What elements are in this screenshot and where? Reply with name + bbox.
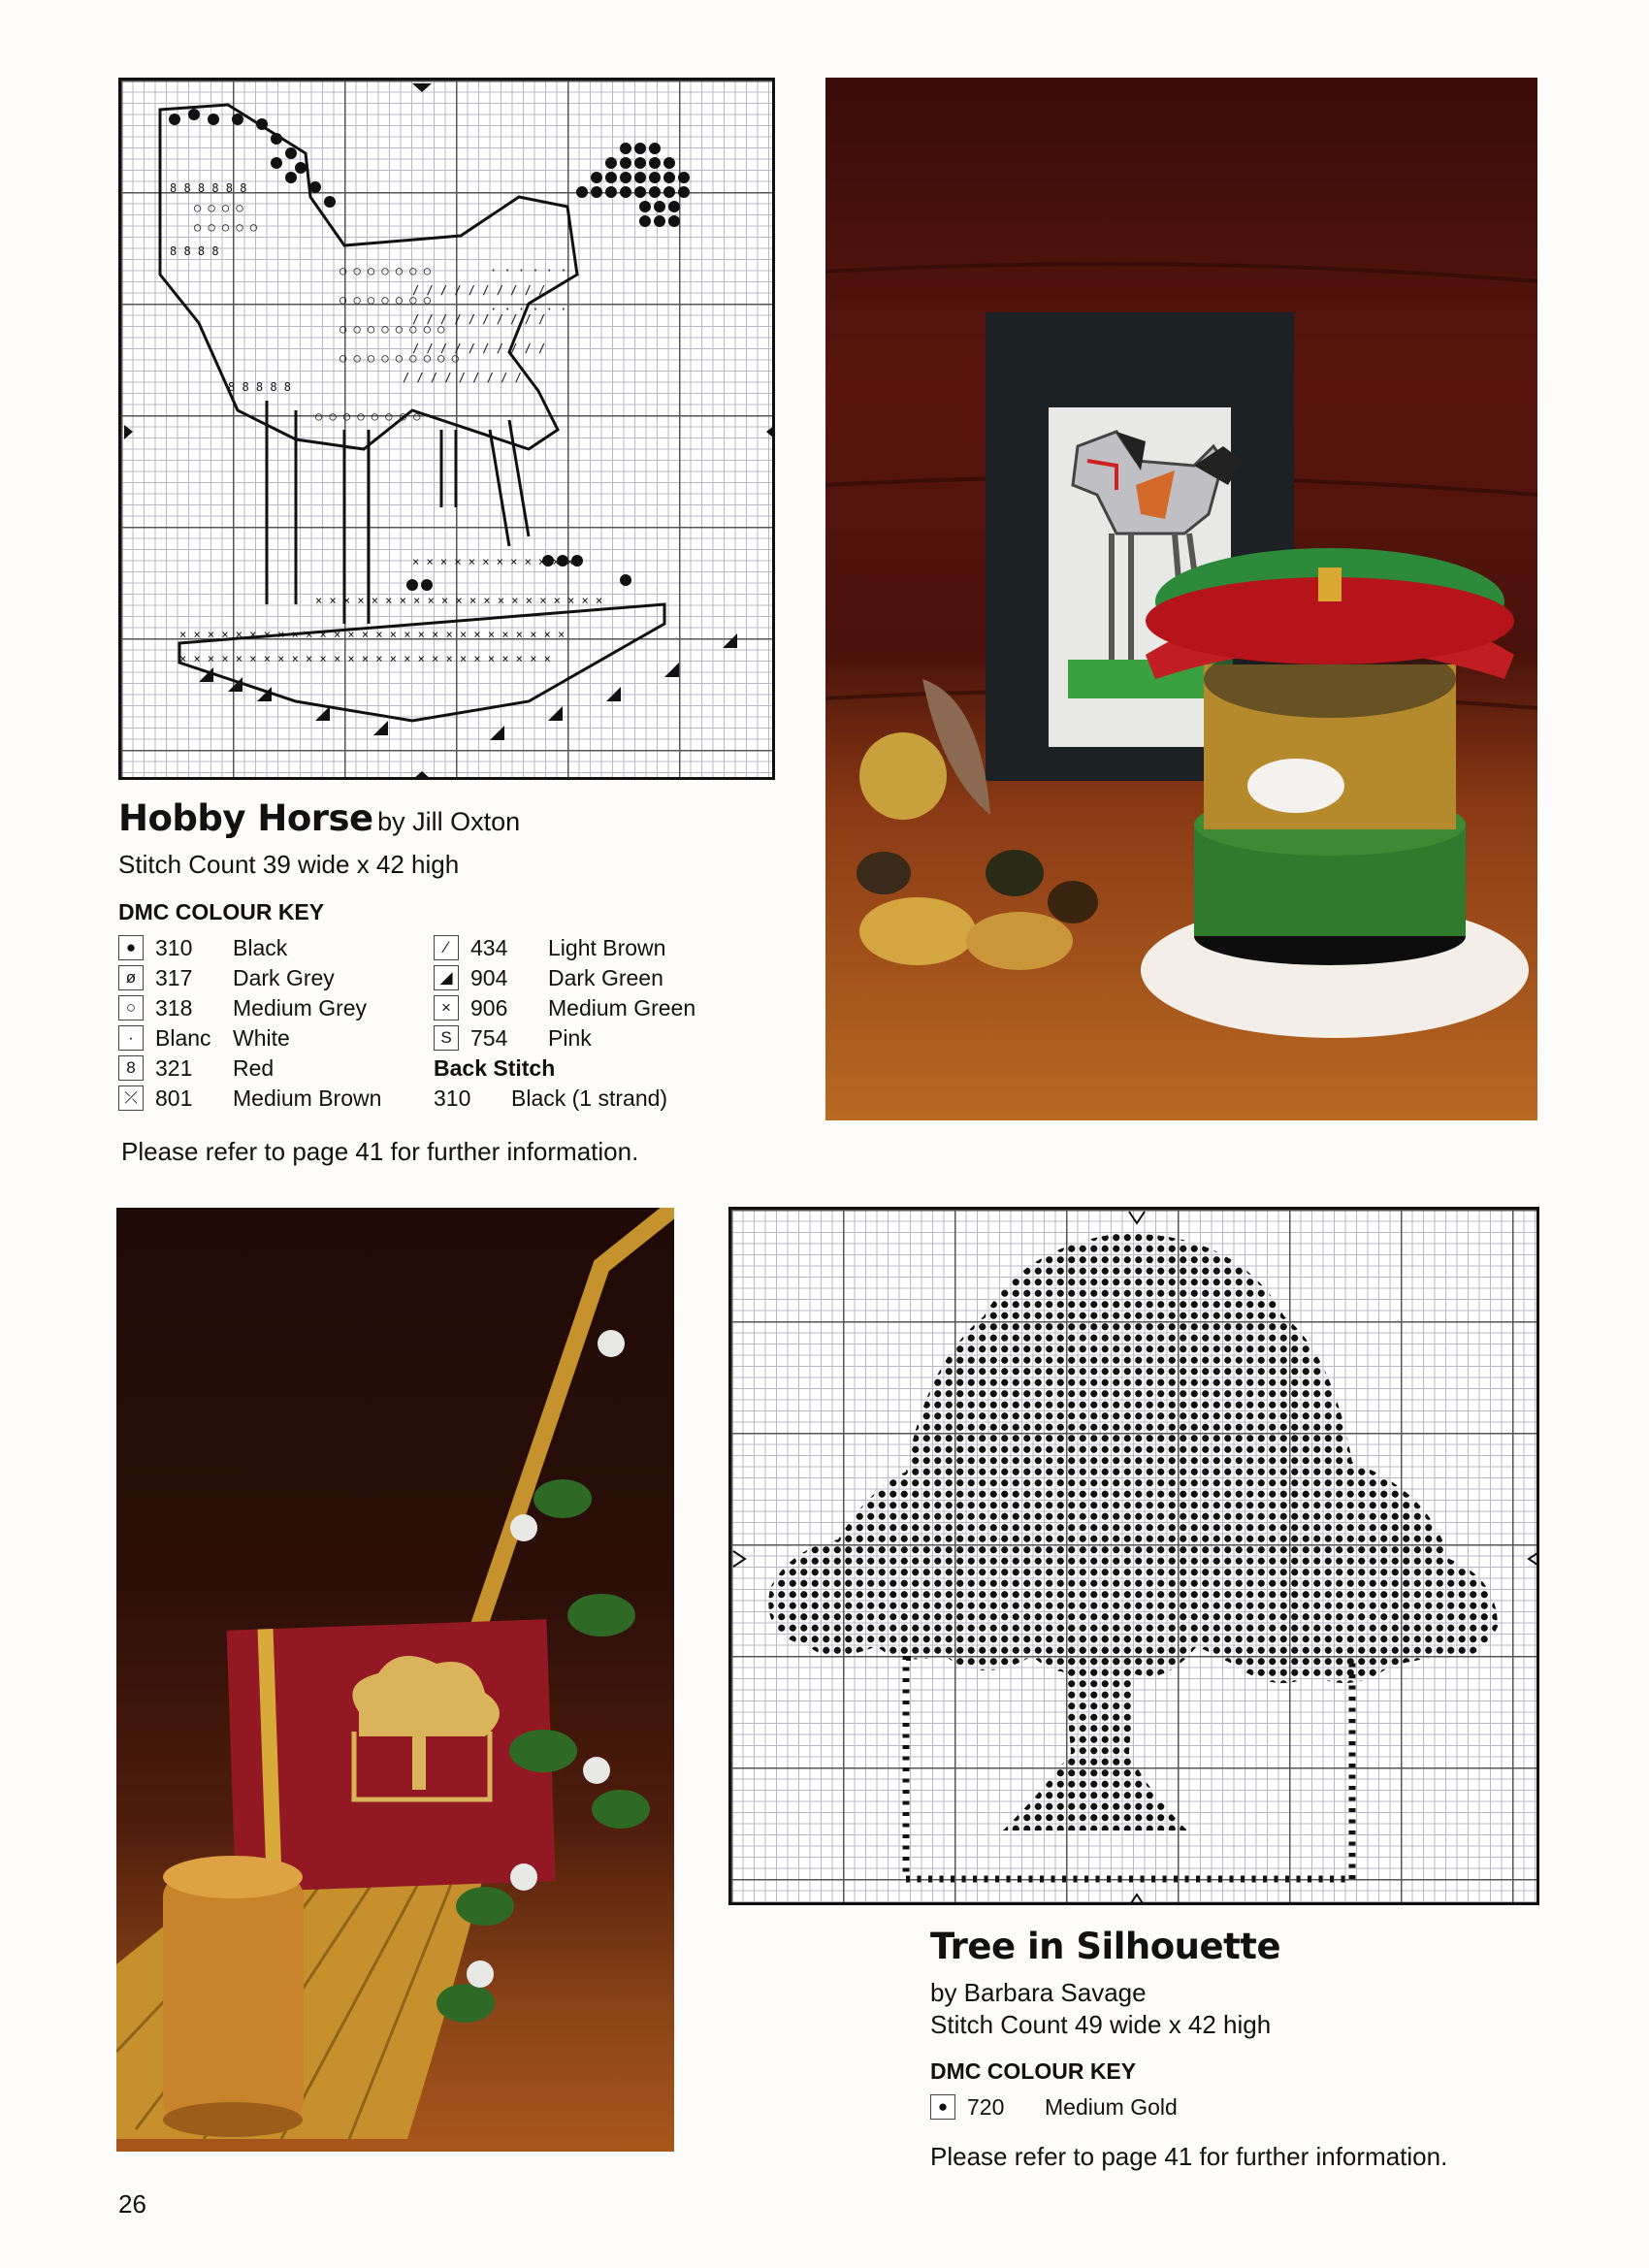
- key-symbol: S: [434, 1025, 459, 1051]
- svg-text:○ ○ ○ ○ ○ ○ ○ ○: ○ ○ ○ ○ ○ ○ ○ ○: [340, 322, 445, 336]
- svg-text:· · · · · ·: · · · · · ·: [490, 303, 567, 316]
- key-row: [118, 1023, 290, 1053]
- hobby-horse-stitch-count: Stitch Count 39 wide x 42 high: [118, 850, 460, 879]
- key-name: Medium Brown: [233, 1085, 382, 1111]
- key-name: Medium Green: [548, 994, 696, 1021]
- svg-text:8 8 8 8 8 8: 8 8 8 8 8 8: [170, 181, 247, 195]
- key-code: 906: [470, 994, 508, 1021]
- key-code: 310: [434, 1085, 471, 1111]
- svg-text:○ ○ ○ ○ ○ ○ ○ ○ ○: ○ ○ ○ ○ ○ ○ ○ ○ ○: [340, 351, 459, 365]
- svg-text:○ ○ ○ ○ ○: ○ ○ ○ ○ ○: [194, 220, 258, 234]
- key-code: Blanc: [155, 1024, 211, 1051]
- key-name: Black: [233, 934, 288, 960]
- key-row: [434, 963, 663, 992]
- key-name: Black (1 strand): [511, 1085, 668, 1111]
- key-name: Dark Grey: [233, 964, 335, 990]
- key-row: [118, 1084, 381, 1113]
- hobby-horse-chart: [118, 78, 775, 780]
- svg-text:○ ○ ○ ○: ○ ○ ○ ○: [194, 201, 243, 214]
- svg-text:/ / / / / / / / / /: / / / / / / / / / /: [412, 341, 546, 355]
- key-symbol: ◢: [434, 965, 459, 990]
- key-name: Pink: [548, 1024, 592, 1051]
- key-name: Medium Grey: [233, 994, 368, 1021]
- key-code: 318: [155, 994, 193, 1021]
- svg-text:/ / / / / / / / /: / / / / / / / / /: [403, 371, 522, 384]
- hobby-horse-byline: by Jill Oxton: [377, 807, 521, 836]
- key-name: Dark Green: [548, 964, 663, 990]
- key-row: [118, 963, 335, 992]
- svg-text:○ ○ ○ ○ ○ ○ ○: ○ ○ ○ ○ ○ ○ ○: [340, 264, 431, 277]
- svg-text:/ / / / / / / / / /: / / / / / / / / / /: [412, 283, 546, 297]
- page-number: 26: [118, 2189, 146, 2219]
- key-symbol: ⤫: [118, 1085, 144, 1111]
- key-code: 754: [470, 1024, 508, 1051]
- hobby-horse-pattern: [121, 81, 775, 780]
- key-symbol: ⁄: [434, 935, 459, 960]
- hobby-horse-key-left: [118, 933, 429, 1118]
- key-symbol: ●: [930, 2094, 955, 2120]
- key-symbol: ·: [118, 1025, 144, 1051]
- hobby-horse-photo-scene: [825, 78, 1537, 1120]
- svg-text:○ ○ ○ ○ ○ ○ ○: ○ ○ ○ ○ ○ ○ ○: [340, 293, 431, 307]
- key-code: 801: [155, 1085, 193, 1111]
- key-name: Red: [233, 1054, 275, 1081]
- key-symbol: ●: [118, 935, 144, 960]
- tree-title: Tree in Silhouette: [930, 1926, 1281, 1967]
- svg-text:× × × × × × × × × × × × × × ×: × × × × × × × × × × × × × × × × × × × × × × × × × × × ×: [179, 628, 566, 641]
- key-symbol: ×: [434, 995, 459, 1021]
- key-name: White: [233, 1024, 290, 1051]
- key-name: Medium Gold: [1045, 2093, 1178, 2120]
- hobby-horse-key-right: [434, 933, 744, 1118]
- key-row: [434, 933, 665, 962]
- hobby-horse-note: Please refer to page 41 for further information.: [121, 1137, 639, 1166]
- tree-photo: [116, 1208, 674, 2152]
- svg-text:× × × × × × × × × × × × × × ×: × × × × × × × × × × × × × × × × × × × × ×: [315, 594, 603, 607]
- key-row: [118, 1053, 274, 1083]
- svg-text:○ ○ ○ ○ ○ ○ ○ ○: ○ ○ ○ ○ ○ ○ ○ ○: [315, 409, 421, 423]
- tree-key-row: [930, 2092, 1178, 2122]
- key-name: Light Brown: [548, 934, 666, 960]
- key-row: [434, 993, 695, 1022]
- back-stitch-row: [434, 1084, 667, 1113]
- svg-text:× × × × × × × × × × × × × × ×: × × × × × × × × × × × × × × × × × × × × × × × × × × ×: [179, 652, 551, 665]
- hobby-horse-photo: [825, 78, 1537, 1120]
- key-code: 904: [470, 964, 508, 990]
- hobby-horse-title: Hobby Horse: [118, 797, 373, 839]
- key-code: 317: [155, 964, 193, 990]
- key-code: 720: [967, 2093, 1005, 2120]
- svg-text:/ / / / / / / / / /: / / / / / / / / / /: [412, 312, 546, 326]
- back-stitch-heading: Back Stitch: [434, 1054, 556, 1081]
- key-symbol: ø: [118, 965, 144, 990]
- key-symbol: 8: [118, 1055, 144, 1081]
- svg-text:8 8 8 8: 8 8 8 8: [170, 244, 219, 258]
- tree-note: Please refer to page 41 for further information.: [930, 2142, 1448, 2171]
- key-symbol: ○: [118, 995, 144, 1021]
- tree-stitch-count: Stitch Count 49 wide x 42 high: [930, 2010, 1272, 2039]
- key-code: 434: [470, 934, 508, 960]
- key-row: [118, 933, 287, 962]
- tree-key-heading: DMC COLOUR KEY: [930, 2058, 1137, 2084]
- hobby-horse-heading: [118, 797, 520, 839]
- key-code: 321: [155, 1054, 193, 1081]
- svg-text:· · · · · ·: · · · · · ·: [490, 264, 567, 277]
- key-row: [118, 993, 367, 1022]
- tree-chart: [728, 1207, 1539, 1905]
- key-row: [434, 1023, 592, 1053]
- tree-byline: by Barbara Savage: [930, 1978, 1147, 2007]
- tree-photo-scene: [116, 1208, 674, 2152]
- svg-text:× × × × × × × × × × × ×: × × × × × × × × × × × ×: [412, 555, 574, 568]
- key-code: 310: [155, 934, 193, 960]
- tree-pattern: [731, 1210, 1539, 1905]
- svg-text:8 8 8 8 8: 8 8 8 8 8: [228, 380, 292, 394]
- hobby-horse-key-heading: DMC COLOUR KEY: [118, 899, 325, 924]
